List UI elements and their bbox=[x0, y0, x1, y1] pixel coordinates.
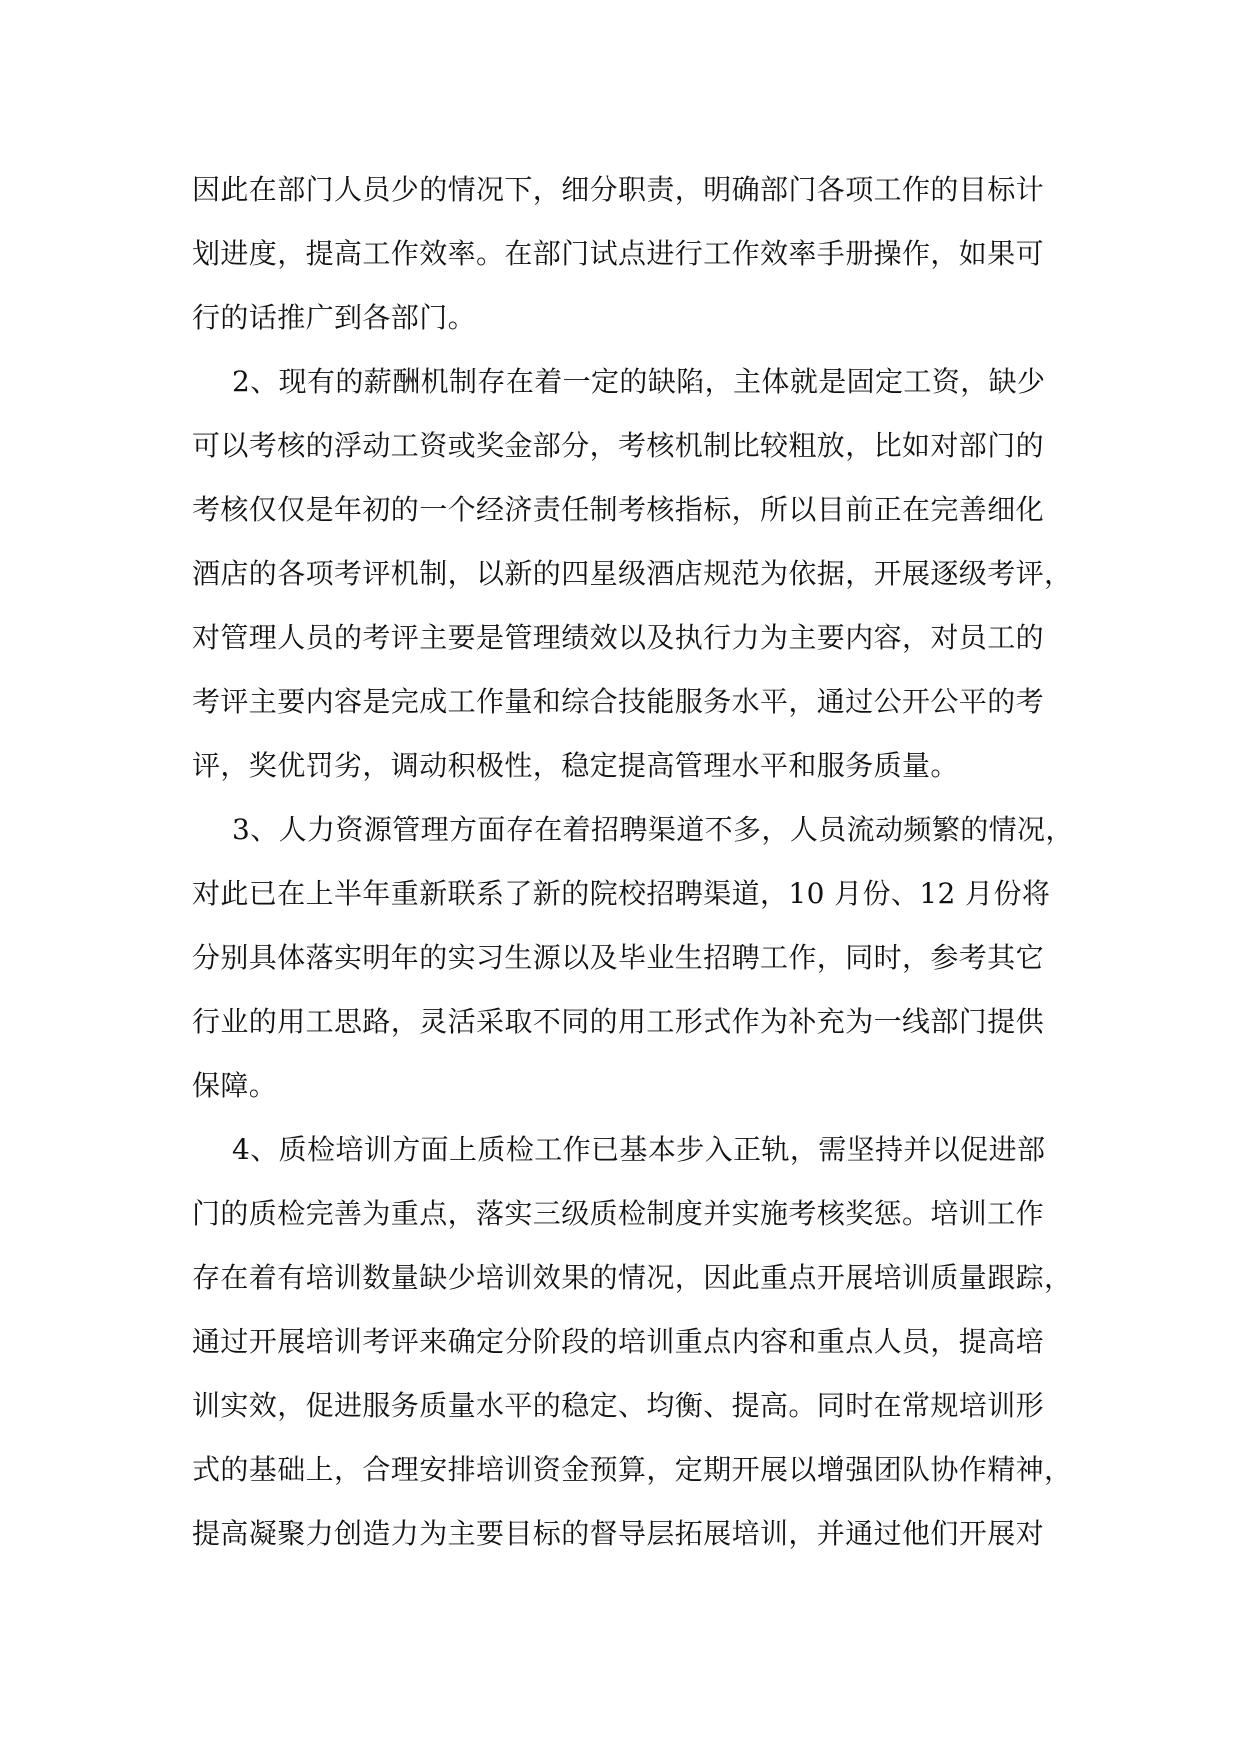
text-line: 对管理人员的考评主要是管理绩效以及执行力为主要内容，对员工的 bbox=[192, 621, 1045, 654]
text-line: 划进度，提高工作效率。在部门试点进行工作效率手册操作，如果可 bbox=[192, 237, 1045, 270]
text-line: 对此已在上半年重新联系了新的院校招聘渠道，10 月份、12 月份将 bbox=[192, 877, 1051, 910]
text-line: 训实效，促进服务质量水平的稳定、均衡、提高。同时在常规培训形 bbox=[192, 1389, 1045, 1422]
text-line: 因此在部门人员少的情况下，细分职责，明确部门各项工作的目标计 bbox=[192, 173, 1045, 206]
text-line: 通过开展培训考评来确定分阶段的培训重点内容和重点人员，提高培 bbox=[192, 1325, 1045, 1358]
text-line: 考评主要内容是完成工作量和综合技能服务水平，通过公开公平的考 bbox=[192, 685, 1045, 718]
text-line: 分别具体落实明年的实习生源以及毕业生招聘工作，同时，参考其它 bbox=[192, 941, 1045, 974]
text-line: 酒店的各项考评机制，以新的四星级酒店规范为依据，开展逐级考评， bbox=[192, 557, 1073, 590]
text-line: 保障。 bbox=[192, 1069, 278, 1102]
text-line: 行业的用工思路，灵活采取不同的用工形式作为补充为一线部门提供 bbox=[192, 1005, 1045, 1038]
text-line: 评，奖优罚劣，调动积极性，稳定提高管理水平和服务质量。 bbox=[192, 749, 959, 782]
paragraph-first-line: 3、人力资源管理方面存在着招聘渠道不多，人员流动频繁的情况， bbox=[232, 813, 1074, 846]
paragraph-first-line: 4、质检培训方面上质检工作已基本步入正轨，需坚持并以促进部 bbox=[232, 1133, 1046, 1166]
text-line: 考核仅仅是年初的一个经济责任制考核指标，所以目前正在完善细化 bbox=[192, 493, 1045, 526]
text-line: 行的话推广到各部门。 bbox=[192, 301, 477, 334]
text-line: 门的质检完善为重点，落实三级质检制度并实施考核奖惩。培训工作 bbox=[192, 1197, 1045, 1230]
text-line: 提高凝聚力创造力为主要目标的督导层拓展培训，并通过他们开展对 bbox=[192, 1517, 1045, 1550]
text-line: 存在着有培训数量缺少培训效果的情况，因此重点开展培训质量跟踪， bbox=[192, 1261, 1073, 1294]
text-line: 可以考核的浮动工资或奖金部分，考核机制比较粗放，比如对部门的 bbox=[192, 429, 1045, 462]
body-text bbox=[192, 158, 1072, 1566]
paragraph-first-line: 2、现有的薪酬机制存在着一定的缺陷，主体就是固定工资，缺少 bbox=[232, 365, 1046, 398]
text-line: 式的基础上，合理安排培训资金预算，定期开展以增强团队协作精神， bbox=[192, 1453, 1073, 1486]
